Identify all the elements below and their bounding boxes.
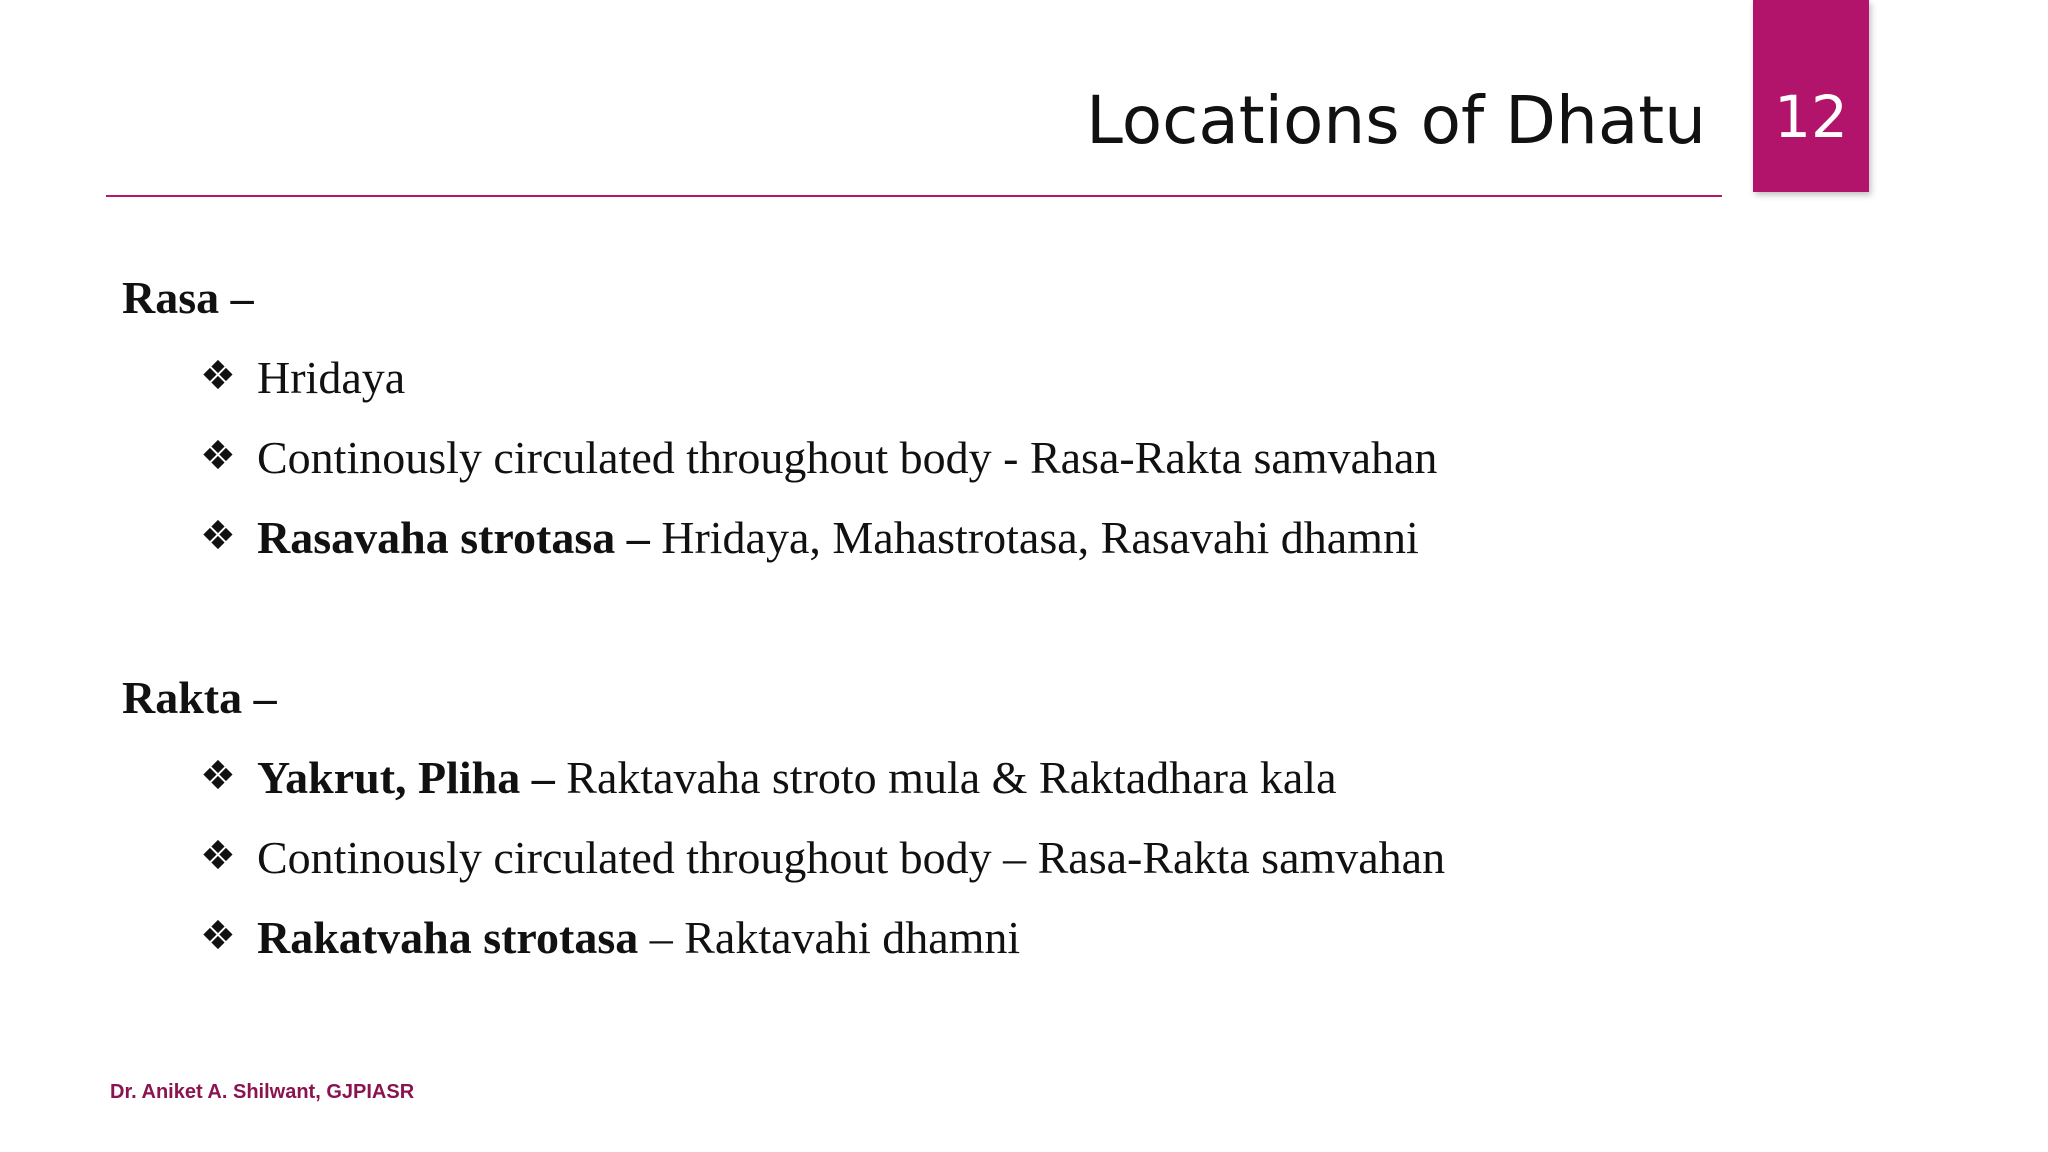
four-diamond-icon: ❖: [200, 433, 236, 479]
footer-author: Dr. Aniket A. Shilwant, GJPIASR: [110, 1081, 415, 1103]
bullet-item: [122, 418, 1922, 498]
page-number: 12: [1774, 83, 1848, 151]
four-diamond-icon: ❖: [200, 833, 236, 879]
bullet-text: – Raktavahi dhamni: [638, 912, 1021, 963]
slide-content: [122, 258, 1922, 978]
bullet-text: Continously circulated throughout body - Rasa-Rakta samvahan: [257, 432, 1438, 483]
four-diamond-icon: ❖: [200, 353, 236, 399]
bullet-text: Continously circulated throughout body – Rasa-Rakta samvahan: [257, 832, 1446, 883]
bullet-list-rasa: [122, 338, 1922, 578]
four-diamond-icon: ❖: [200, 913, 236, 959]
bullet-list-rakta: [122, 738, 1922, 978]
bullet-text: Raktavaha stroto mula & Raktadhara kala: [554, 752, 1337, 803]
four-diamond-icon: ❖: [200, 753, 236, 799]
bullet-item: [122, 818, 1922, 898]
bullet-item: [122, 738, 1922, 818]
bullet-bold-text: Rasavaha strotasa –: [257, 512, 650, 563]
four-diamond-icon: ❖: [200, 513, 236, 559]
bullet-text: Hridaya, Mahastrotasa, Rasavahi dhamni: [649, 512, 1419, 563]
bullet-item: [122, 498, 1922, 578]
bullet-text: Hridaya: [257, 352, 406, 403]
bullet-bold-text: Rakatvaha strotasa: [257, 912, 639, 963]
bullet-bold-text: Yakrut, Pliha –: [257, 752, 555, 803]
bullet-item: [122, 338, 1922, 418]
section-heading-rakta: Rakta –: [122, 672, 277, 723]
slide-title: Locations of Dhatu: [1086, 82, 1706, 159]
page-number-badge: [1753, 0, 1869, 192]
section-heading-rasa: Rasa –: [122, 272, 254, 323]
bullet-item: [122, 898, 1922, 978]
section-spacer: [122, 578, 1922, 658]
title-divider: [106, 195, 1722, 197]
